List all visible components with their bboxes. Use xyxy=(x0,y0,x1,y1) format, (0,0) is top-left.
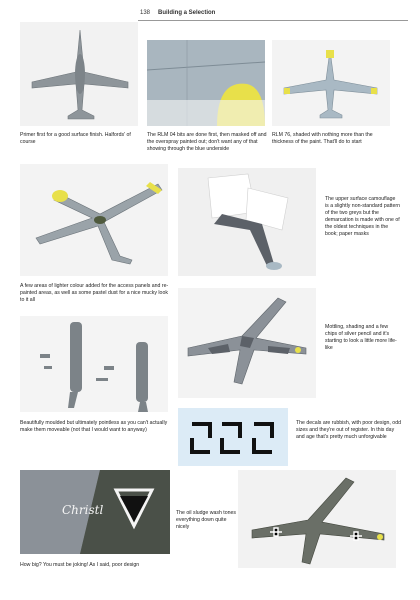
page-header xyxy=(0,6,420,20)
page-number: 138 xyxy=(140,10,151,16)
aircraft-model-primer-icon xyxy=(20,22,138,126)
caption-6: Mottling, shading and a few chips of silver pencil and it's starting to look a little more life-like xyxy=(325,324,397,352)
caption-4: The upper surface camouflage is a slightly non-standard pattern of the two greys but the demarcation is made with one of the oldest techniques in the book; paper masks xyxy=(325,196,400,238)
header-rule xyxy=(138,20,408,21)
caption-1: Primer first for a good surface finish. Halfords' of course xyxy=(20,132,131,146)
decal-name-text: Christl xyxy=(62,503,104,517)
tail-yellow-closeup-icon xyxy=(147,40,265,126)
caption-7: Beautifully moulded but ultimately pointless as you can't actually make them moveable (not that I would want to anyway) xyxy=(20,420,168,434)
caption-3: RLM 76, shaded with nothing more than the thickness of the paint. That'll do to start xyxy=(272,132,373,146)
section-title: Building a Selection xyxy=(158,10,216,16)
aircraft-model-mottled-icon xyxy=(178,288,316,398)
aircraft-model-masked-icon xyxy=(178,168,316,276)
photo-rlm76-model xyxy=(272,40,390,126)
photo-yellow-nose-model xyxy=(20,164,168,276)
photo-masked-model xyxy=(178,168,316,276)
photo-finished-model xyxy=(238,470,396,568)
control-surface-parts-icon xyxy=(20,316,168,412)
photo-decal-closeup xyxy=(20,470,170,554)
aircraft-model-yellow-nose-icon xyxy=(20,164,168,276)
photo-control-surfaces xyxy=(20,316,168,412)
caption-5: A few areas of lighter colour added for the access panels and re-painted areas, as well as some pastel dust for a nice mucky look to it all xyxy=(20,283,169,304)
decal-closeup-icon xyxy=(20,470,170,554)
photo-primer-model xyxy=(20,22,138,126)
aircraft-model-finished-icon xyxy=(238,470,396,568)
caption-9: The oil sludge wash tones everything down quite nicely xyxy=(176,510,236,531)
photo-tail-closeup xyxy=(147,40,265,126)
caption-8: The decals are rubbish, with poor design, odd sizes and they're out of register. In this day and age that's pretty much unforgivable xyxy=(296,420,401,441)
caption-2: The RLM 04 bits are done first, then masked off and the overspray painted out; don't want any of that showing through the blue underside xyxy=(147,132,267,153)
photo-mottled-model xyxy=(178,288,316,398)
photo-decal-sheet xyxy=(178,408,288,466)
aircraft-model-rlm76-icon xyxy=(272,40,390,126)
balkenkreuz-decals-icon xyxy=(178,408,288,466)
caption-10: How big? You must be joking! As I said, poor design xyxy=(20,562,140,568)
